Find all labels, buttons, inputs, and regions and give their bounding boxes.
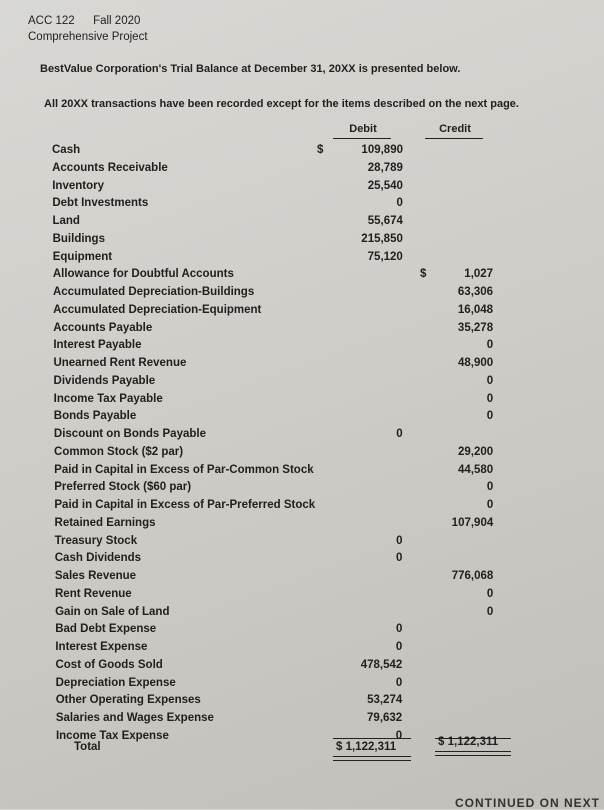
trial-balance-row bbox=[0, 180, 604, 198]
trial-balance-row bbox=[0, 233, 604, 251]
trial-balance-row bbox=[0, 304, 604, 322]
credit-amount: 48,900 bbox=[457, 357, 494, 369]
debit-amount: 0 bbox=[396, 197, 403, 210]
course-header bbox=[28, 14, 140, 28]
debit-amount: 478,542 bbox=[360, 658, 403, 671]
account-name: Rent Revenue bbox=[55, 587, 132, 600]
account-name: Cash Dividends bbox=[54, 552, 142, 565]
credit-amount: 35,278 bbox=[457, 321, 494, 334]
trial-balance-row bbox=[0, 552, 604, 570]
debit-amount: 109,890 bbox=[361, 144, 403, 156]
account-name: Retained Earnings bbox=[54, 516, 156, 529]
continued-note: CONTINUED ON NEXT bbox=[455, 796, 601, 810]
account-name: Allowance for Doubtful Accounts bbox=[52, 268, 234, 281]
debit-amount: 79,632 bbox=[367, 712, 403, 724]
trial-balance-row bbox=[0, 144, 604, 162]
account-name: Buildings bbox=[52, 232, 105, 245]
credit-amount: 107,904 bbox=[451, 516, 494, 529]
account-name: Unearned Rent Revenue bbox=[53, 357, 187, 369]
debit-amount: 75,120 bbox=[367, 250, 403, 263]
trial-balance-row bbox=[0, 322, 604, 340]
credit-amount: 0 bbox=[486, 392, 494, 405]
trial-balance-row bbox=[0, 357, 604, 375]
account-name: Treasury Stock bbox=[54, 534, 138, 547]
account-name: Discount on Bonds Payable bbox=[53, 428, 206, 440]
account-name: Cash bbox=[52, 144, 81, 156]
account-name: Accounts Payable bbox=[53, 321, 153, 334]
trial-balance-row bbox=[0, 162, 604, 180]
trial-balance-row bbox=[0, 677, 604, 695]
trial-balance-row bbox=[0, 570, 604, 588]
credit-header-rule bbox=[425, 138, 483, 139]
debit-column-header: Debit bbox=[349, 123, 377, 135]
account-name: Income Tax Expense bbox=[55, 729, 169, 742]
debit-amount: 215,850 bbox=[361, 232, 403, 245]
credit-amount: 0 bbox=[486, 410, 494, 423]
account-name: Cost of Goods Sold bbox=[55, 658, 163, 671]
account-name: Accumulated Depreciation-Buildings bbox=[52, 286, 255, 298]
trial-balance-row bbox=[0, 197, 604, 215]
account-name: Depreciation Expense bbox=[55, 676, 176, 689]
account-name: Accumulated Depreciation-Equipment bbox=[53, 303, 262, 316]
credit-total: $ 1,122,311 bbox=[438, 736, 499, 748]
account-name: Bad Debt Expense bbox=[55, 623, 157, 636]
credit-amount: 1,027 bbox=[464, 268, 494, 281]
account-name: Bonds Payable bbox=[53, 410, 137, 423]
debit-amount: 0 bbox=[396, 534, 403, 547]
trial-balance-row bbox=[0, 215, 604, 233]
trial-balance-row bbox=[0, 659, 604, 677]
debit-amount: 53,274 bbox=[367, 694, 403, 707]
debit-amount: 0 bbox=[396, 552, 403, 565]
trial-balance-row bbox=[0, 535, 604, 553]
credit-column-header: Credit bbox=[439, 123, 471, 135]
trial-balance-row bbox=[0, 251, 604, 269]
debit-currency-sign: $ bbox=[317, 144, 324, 156]
account-name: Paid in Capital in Excess of Par-Preferred Stock bbox=[54, 499, 316, 511]
debit-amount: 0 bbox=[395, 676, 403, 689]
debit-amount: 28,789 bbox=[367, 161, 403, 174]
account-name: Equipment bbox=[52, 250, 113, 263]
debit-amount: 25,540 bbox=[367, 179, 403, 192]
trial-balance-row bbox=[0, 588, 604, 606]
debit-amount: 0 bbox=[396, 428, 403, 440]
trial-balance-row bbox=[0, 464, 604, 482]
debit-header-rule bbox=[333, 138, 391, 139]
credit-amount: 0 bbox=[486, 339, 494, 352]
account-name: Other Operating Expenses bbox=[55, 694, 201, 707]
intro-line-1: BestValue Corporation's Trial Balance at December 31, 20XX is presented below. bbox=[40, 63, 461, 75]
course-code: ACC 122 bbox=[28, 15, 75, 27]
trial-balance-row bbox=[0, 712, 604, 730]
trial-balance-row bbox=[0, 286, 604, 304]
trial-balance-row bbox=[0, 375, 604, 393]
trial-balance-row bbox=[0, 517, 604, 535]
debit-total: $ 1,122,311 bbox=[336, 741, 397, 753]
credit-amount: 0 bbox=[486, 587, 494, 600]
trial-balance-row bbox=[0, 339, 604, 357]
trial-balance-row bbox=[0, 606, 604, 624]
account-name: Gain on Sale of Land bbox=[55, 605, 170, 618]
debit-total-rule bbox=[333, 738, 411, 739]
credit-amount: 776,068 bbox=[451, 570, 494, 582]
trial-balance-row bbox=[0, 641, 604, 659]
credit-amount: 0 bbox=[486, 374, 494, 387]
trial-balance-row bbox=[0, 268, 604, 286]
credit-amount: 0 bbox=[486, 499, 494, 511]
debit-amount: 0 bbox=[395, 623, 403, 636]
total-row bbox=[0, 741, 604, 759]
account-name: Dividends Payable bbox=[53, 374, 156, 387]
credit-amount: 29,200 bbox=[458, 445, 494, 458]
account-name: Paid in Capital in Excess of Par-Common Stock bbox=[54, 463, 314, 476]
credit-amount: 0 bbox=[486, 481, 494, 494]
trial-balance-row bbox=[0, 410, 604, 428]
account-name: Land bbox=[52, 215, 80, 227]
account-name: Income Tax Payable bbox=[53, 392, 163, 405]
credit-amount: 44,580 bbox=[458, 463, 494, 476]
account-name: Salaries and Wages Expense bbox=[55, 712, 214, 724]
trial-balance-row bbox=[0, 499, 604, 517]
credit-currency-sign: $ bbox=[420, 268, 427, 281]
debit-amount: 0 bbox=[395, 729, 403, 742]
project-title: Comprehensive Project bbox=[28, 31, 148, 43]
account-name: Preferred Stock ($60 par) bbox=[54, 481, 192, 494]
trial-balance-row bbox=[0, 623, 604, 641]
account-name: Inventory bbox=[52, 179, 104, 192]
account-name: Sales Revenue bbox=[54, 570, 137, 582]
account-name: Common Stock ($2 par) bbox=[54, 445, 184, 458]
course-term: Fall 2020 bbox=[93, 15, 141, 27]
intro-line-2: All 20XX transactions have been recorded except for the items described on the next page. bbox=[44, 98, 519, 110]
trial-balance-row bbox=[0, 446, 604, 464]
trial-balance-row bbox=[0, 428, 604, 446]
account-name: Interest Expense bbox=[55, 641, 148, 653]
credit-amount: 63,306 bbox=[457, 286, 494, 298]
trial-balance-row bbox=[0, 694, 604, 712]
account-name: Accounts Receivable bbox=[52, 161, 168, 174]
debit-amount: 0 bbox=[395, 641, 403, 653]
debit-amount: 55,674 bbox=[367, 215, 403, 227]
credit-amount: 0 bbox=[486, 605, 494, 618]
trial-balance-row bbox=[0, 481, 604, 499]
trial-balance-row bbox=[0, 393, 604, 411]
account-name: Interest Payable bbox=[53, 339, 142, 352]
account-name: Debt Investments bbox=[52, 197, 149, 210]
total-label: Total bbox=[74, 741, 101, 753]
credit-amount: 16,048 bbox=[457, 303, 494, 316]
